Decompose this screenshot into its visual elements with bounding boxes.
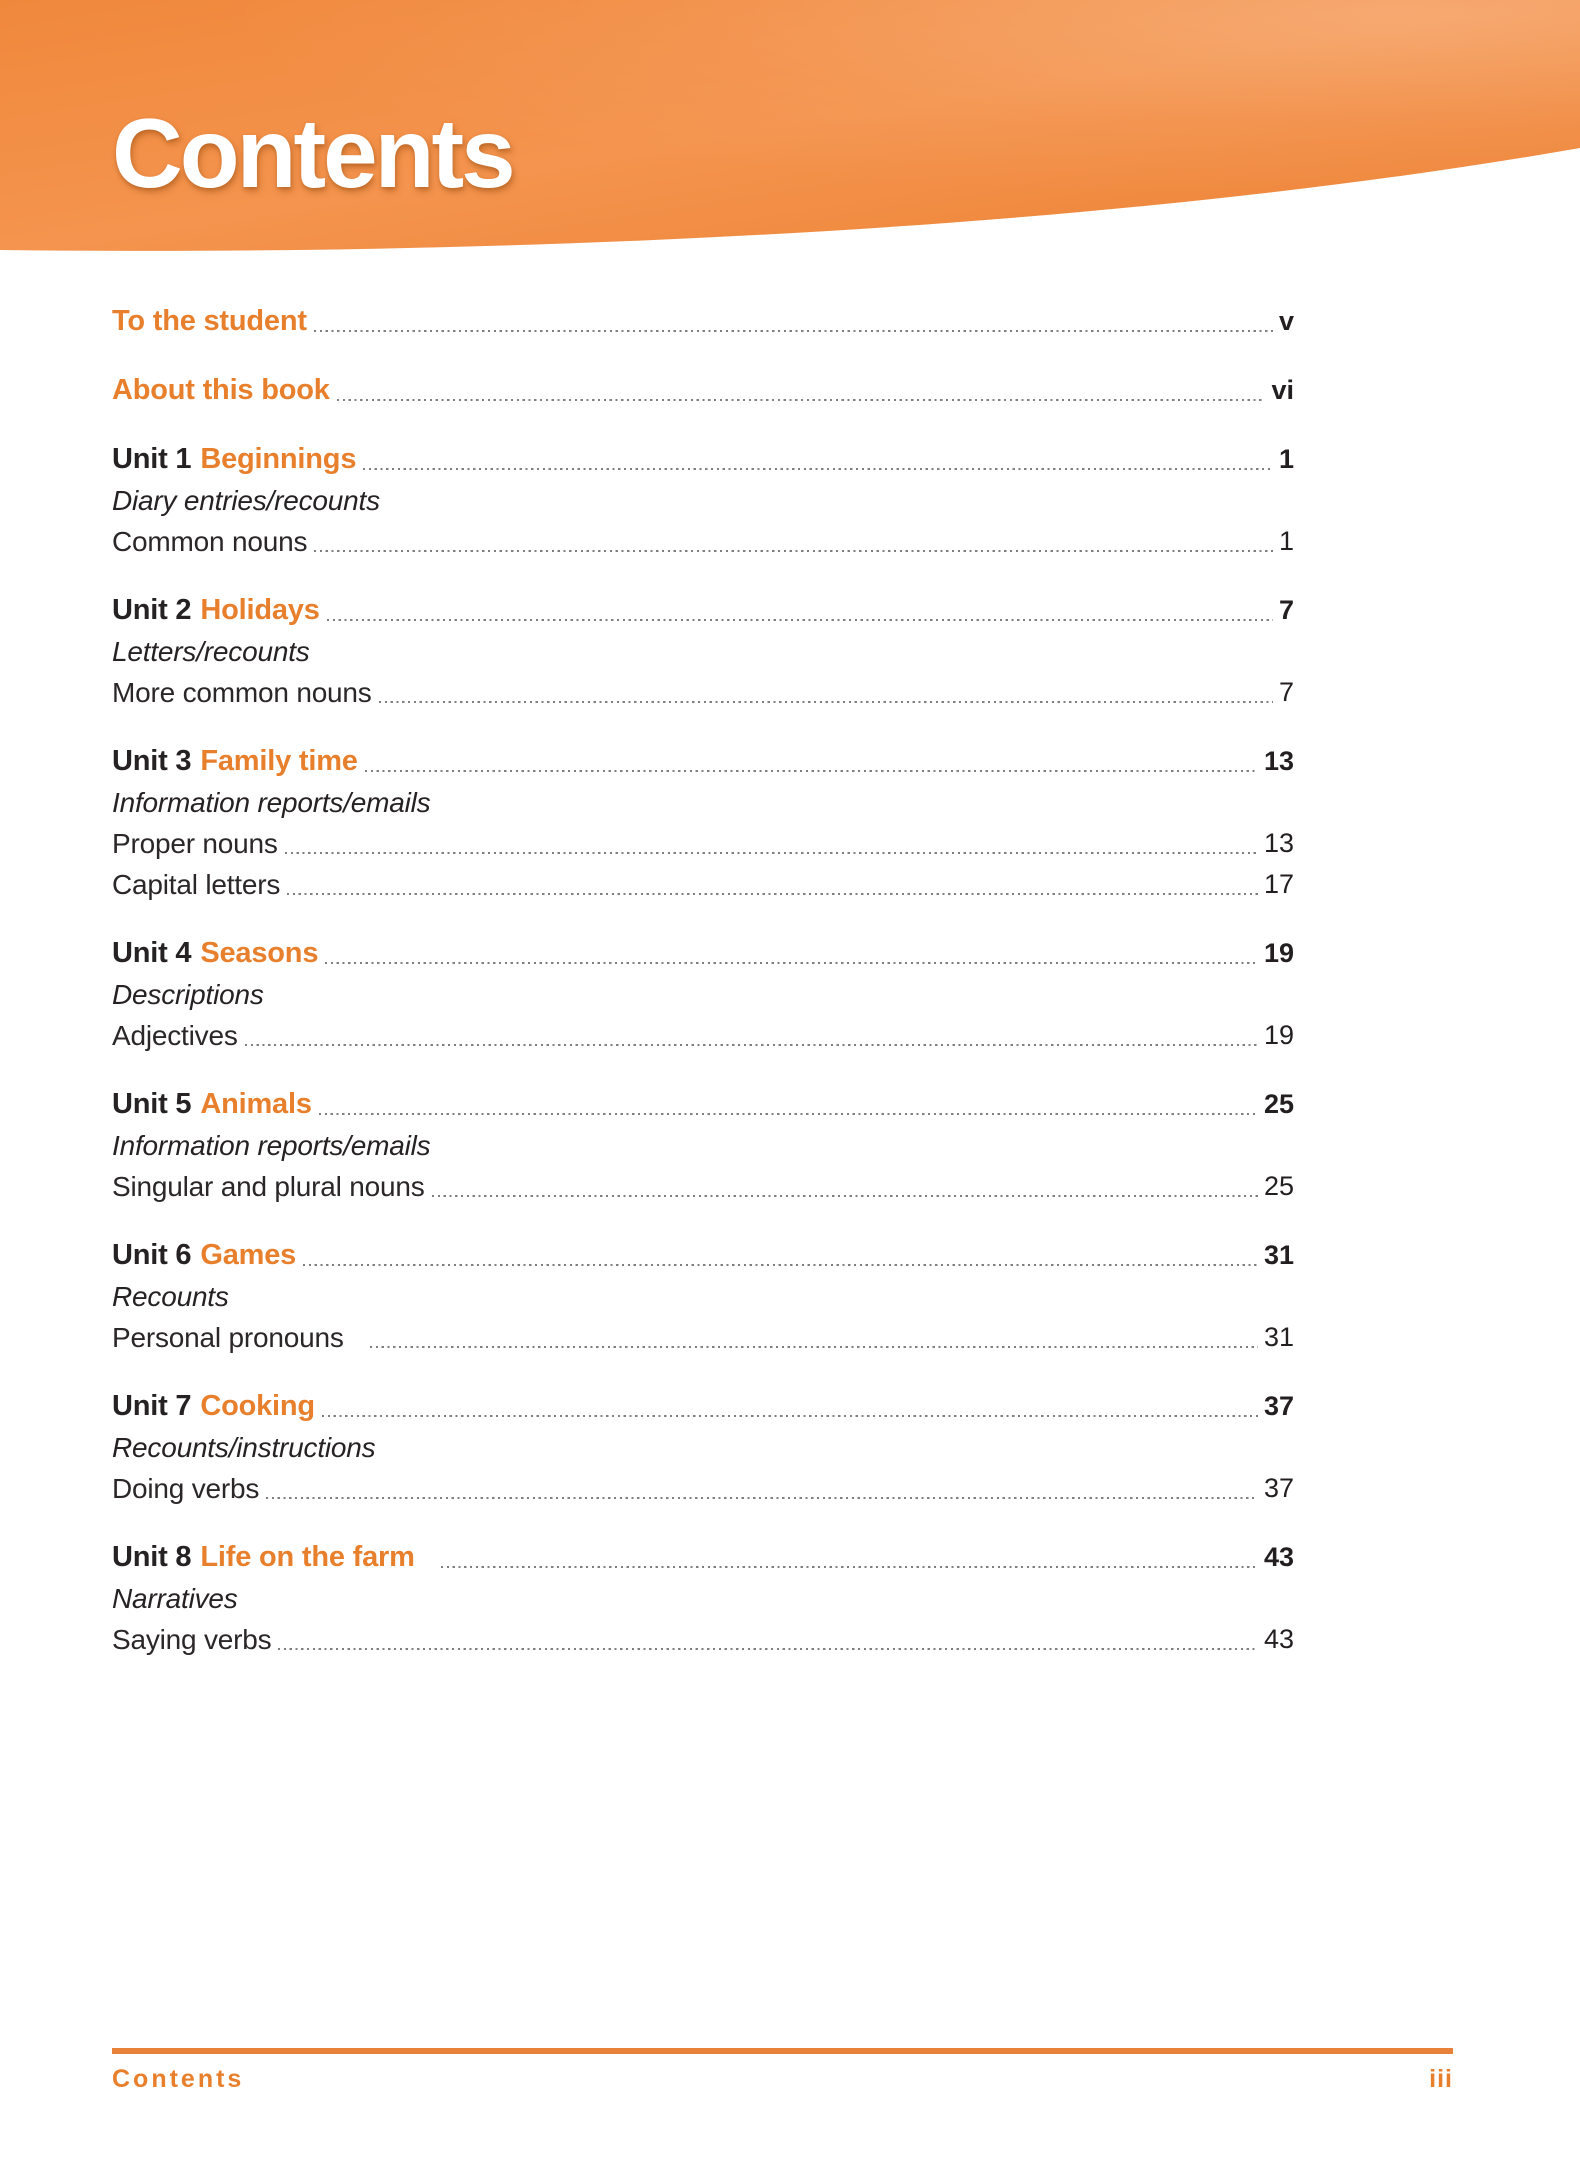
toc-unit-block-7 xyxy=(112,1386,1294,1509)
toc-unit-block-5 xyxy=(112,1084,1294,1207)
footer-page-number: iii xyxy=(1429,2065,1453,2093)
page-number: 17 xyxy=(1263,869,1294,899)
dot-leader xyxy=(432,1195,1258,1198)
page-number: vi xyxy=(1271,375,1294,405)
toc-entry-about-this-book xyxy=(112,370,1294,411)
topic-label: Proper nouns xyxy=(112,828,278,859)
toc-unit-block-1 xyxy=(112,439,1294,562)
unit-number: Unit 2 xyxy=(112,594,192,626)
page-number: 13 xyxy=(1263,746,1294,776)
dot-leader xyxy=(365,770,1258,773)
page-number: 13 xyxy=(1263,828,1294,858)
genre-label: Narratives xyxy=(112,1583,238,1614)
page-number: 19 xyxy=(1263,938,1294,968)
genre-label: Information reports/emails xyxy=(112,1130,431,1161)
unit-heading-row xyxy=(112,1084,1294,1125)
unit-number: Unit 4 xyxy=(112,937,192,969)
dot-leader xyxy=(303,1264,1258,1267)
page-number: 7 xyxy=(1278,595,1294,625)
footer-section-label: Contents xyxy=(112,2065,245,2093)
unit-heading-row xyxy=(112,933,1294,974)
dot-leader xyxy=(319,1113,1258,1116)
topic-label: Saying verbs xyxy=(112,1624,272,1655)
entry-label: To the student xyxy=(112,305,307,337)
unit-title: Seasons xyxy=(200,937,319,969)
topic-label: Adjectives xyxy=(112,1020,238,1051)
dot-leader xyxy=(278,1648,1257,1651)
genre-label: Information reports/emails xyxy=(112,787,431,818)
dot-leader xyxy=(370,1346,1258,1349)
toc-unit-block-3 xyxy=(112,741,1294,905)
entry-label: About this book xyxy=(112,374,330,406)
unit-genre-row xyxy=(112,974,1294,1015)
unit-topic-row xyxy=(112,672,1294,713)
unit-title: Animals xyxy=(200,1088,312,1120)
dot-leader xyxy=(327,619,1273,622)
unit-topic-row xyxy=(112,1317,1294,1358)
page-footer xyxy=(112,2048,1453,2094)
unit-genre-row xyxy=(112,1276,1294,1317)
unit-topic-row xyxy=(112,521,1294,562)
dot-leader xyxy=(337,399,1266,402)
page-number: 7 xyxy=(1278,677,1294,707)
unit-number: Unit 1 xyxy=(112,443,192,475)
unit-heading-row xyxy=(112,439,1294,480)
dot-leader xyxy=(363,468,1273,471)
dot-leader xyxy=(285,852,1258,855)
unit-heading-row xyxy=(112,1537,1294,1578)
page-number: 43 xyxy=(1263,1542,1294,1572)
page-number: 25 xyxy=(1263,1171,1294,1201)
topic-label: Capital letters xyxy=(112,869,281,900)
topic-label: Personal pronouns xyxy=(112,1322,344,1353)
toc-unit-block-4 xyxy=(112,933,1294,1056)
unit-title: Cooking xyxy=(200,1390,315,1422)
unit-heading-row xyxy=(112,1386,1294,1427)
unit-number: Unit 5 xyxy=(112,1088,192,1120)
dot-leader xyxy=(325,962,1258,965)
unit-title: Beginnings xyxy=(200,443,357,475)
genre-label: Recounts xyxy=(112,1281,229,1312)
page-number: 1 xyxy=(1278,526,1294,556)
page-number: 31 xyxy=(1263,1322,1294,1352)
unit-number: Unit 7 xyxy=(112,1390,192,1422)
page-number: 31 xyxy=(1263,1240,1294,1270)
unit-number: Unit 8 xyxy=(112,1541,192,1573)
unit-title: Games xyxy=(200,1239,297,1271)
topic-label: Doing verbs xyxy=(112,1473,260,1504)
dot-leader xyxy=(322,1415,1258,1418)
page-number: 1 xyxy=(1278,444,1294,474)
unit-genre-row xyxy=(112,782,1294,823)
topic-label: Singular and plural nouns xyxy=(112,1171,425,1202)
unit-heading-row xyxy=(112,590,1294,631)
dot-leader xyxy=(266,1497,1258,1500)
unit-topic-row xyxy=(112,1468,1294,1509)
unit-topic-row xyxy=(112,823,1294,864)
genre-label: Descriptions xyxy=(112,979,264,1010)
page-number: v xyxy=(1278,306,1294,336)
toc-unit-block-6 xyxy=(112,1235,1294,1358)
unit-genre-row xyxy=(112,480,1294,521)
genre-label: Recounts/instructions xyxy=(112,1432,376,1463)
dot-leader xyxy=(314,550,1273,553)
toc-unit-block-8 xyxy=(112,1537,1294,1660)
page-number: 37 xyxy=(1263,1473,1294,1503)
page-number: 43 xyxy=(1263,1624,1294,1654)
unit-title: Holidays xyxy=(200,594,320,626)
dot-leader xyxy=(287,893,1258,896)
page-number: 19 xyxy=(1263,1020,1294,1050)
unit-genre-row xyxy=(112,631,1294,672)
dot-leader xyxy=(314,330,1273,333)
unit-heading-row xyxy=(112,741,1294,782)
unit-title: Life on the farm xyxy=(200,1541,415,1573)
dot-leader xyxy=(245,1044,1258,1047)
unit-topic-row xyxy=(112,1166,1294,1207)
unit-number: Unit 6 xyxy=(112,1239,192,1271)
genre-label: Letters/recounts xyxy=(112,636,310,667)
topic-label: More common nouns xyxy=(112,677,372,708)
genre-label: Diary entries/recounts xyxy=(112,485,380,516)
toc-unit-block-2 xyxy=(112,590,1294,713)
topic-label: Common nouns xyxy=(112,526,308,557)
unit-number: Unit 3 xyxy=(112,745,192,777)
dot-leader xyxy=(379,701,1273,704)
unit-title: Family time xyxy=(200,745,358,777)
toc-entry-to-the-student xyxy=(112,301,1294,342)
dot-leader xyxy=(441,1566,1258,1569)
unit-genre-row xyxy=(112,1578,1294,1619)
unit-topic-row xyxy=(112,1015,1294,1056)
unit-heading-row xyxy=(112,1235,1294,1276)
unit-genre-row xyxy=(112,1427,1294,1468)
unit-topic-row xyxy=(112,1619,1294,1660)
page-number: 25 xyxy=(1263,1089,1294,1119)
page-number: 37 xyxy=(1263,1391,1294,1421)
unit-topic-row xyxy=(112,864,1294,905)
page-title: Contents xyxy=(112,98,513,208)
unit-genre-row xyxy=(112,1125,1294,1166)
